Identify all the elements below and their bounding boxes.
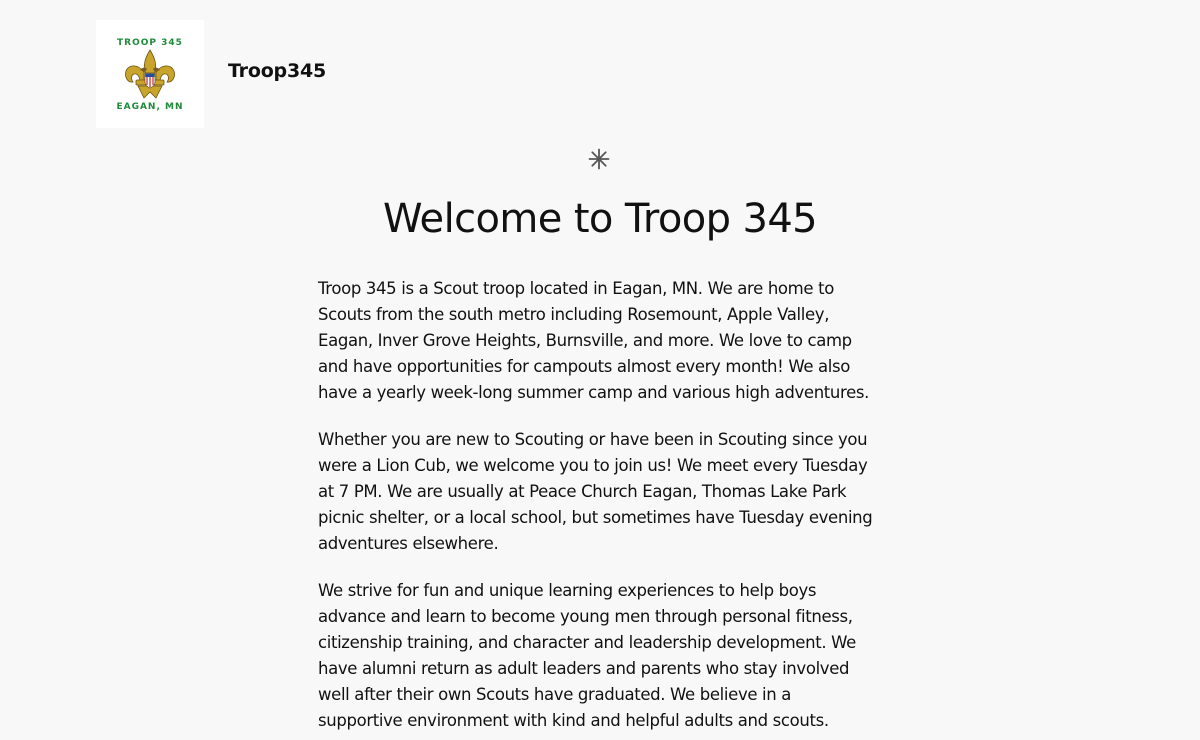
mission-paragraph: We strive for fun and unique learning experiences to help boys advance and learn to become young men through personal fitness, citizenship training, and character and leadership development. We have alumni return as adult leaders and parents who stay involved well after their own Scouts have graduated. We believe in a supportive environment with kind and helpful adults and scouts. bbox=[318, 581, 856, 730]
site-title-link[interactable]: Troop345 bbox=[228, 60, 327, 82]
asterisk-icon bbox=[587, 147, 611, 171]
site-logo-link[interactable] bbox=[96, 20, 204, 128]
intro-paragraph: Troop 345 is a Scout troop located in Eagan, MN. We are home to Scouts from the south metro including Rosemount, Apple Valley, Eagan, Inver Grove Heights, Burnsville, and more. We love to camp and have opportunities for campouts almost every month! We also have a yearly week-long summer camp and various high adventures. bbox=[318, 279, 870, 402]
main-content bbox=[318, 276, 884, 740]
logo-top-text: TROOP 345 bbox=[117, 38, 183, 48]
meeting-paragraph: Whether you are new to Scouting or have been in Scouting since you were a Lion Cub, we welcome you to join us! We meet every Tuesday at 7 PM. We are usually at Peace Church Eagan, Thomas Lake Park picnic shelter, or a local school, but sometimes have Tuesday evening adventures elsewhere. bbox=[318, 430, 873, 553]
site-header bbox=[96, 20, 326, 128]
page-title: Welcome to Troop 345 bbox=[382, 196, 818, 242]
logo-bottom-text: EAGAN, MN bbox=[116, 102, 184, 112]
troop-logo-image bbox=[96, 20, 204, 128]
fleur-de-lis-icon bbox=[125, 50, 174, 98]
